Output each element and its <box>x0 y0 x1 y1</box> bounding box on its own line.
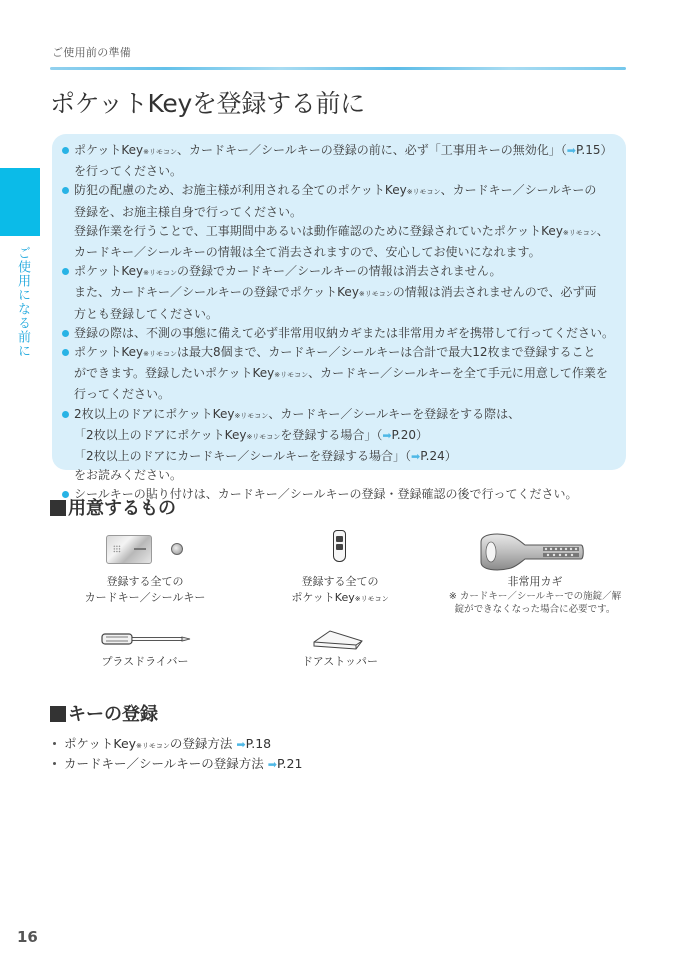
bullet-dot-icon <box>53 762 56 765</box>
precaution-text: 方とも登録してください。 <box>74 306 219 321</box>
precaution-text: 登録作業を行うことで、工事期間中あるいは動作確認のために登録されていたポケットKey <box>74 223 563 238</box>
header-divider <box>50 67 626 70</box>
bullet-dot-icon <box>62 349 69 356</box>
arrow-right-icon: ➡ <box>236 738 246 751</box>
precaution-text: 、カードキー／シールキーの登録の前に、必ず「工事用キーの無効化」（ <box>177 143 567 157</box>
remote-unlock-button <box>336 544 343 550</box>
precaution-line <box>74 447 614 466</box>
precaution-line <box>74 222 614 243</box>
precaution-item <box>62 324 614 343</box>
precaution-text: カードキー／シールキーの情報は全て消去されますので、安心してお使いになれます。 <box>74 245 541 260</box>
precautions-box <box>52 134 626 502</box>
prepare-item-pocket-key: 登録する全ての ポケットKey※リモコン <box>291 575 389 604</box>
card-logo <box>134 548 146 550</box>
precaution-text: 防犯の配慮のため、お施主様が利用される全てのポケットKey <box>74 183 407 198</box>
registration-heading: キーの登録 <box>50 700 158 726</box>
seal-key-icon <box>171 543 183 555</box>
precaution-line <box>74 243 614 262</box>
prepare-heading: 用意するもの <box>50 494 176 520</box>
page-number: 16 <box>17 928 38 946</box>
precaution-line <box>74 405 614 426</box>
precaution-text: 、カードキー／シールキーの <box>440 183 597 198</box>
page-ref[interactable]: P.20） <box>391 427 428 442</box>
bullet-dot-icon <box>62 268 69 275</box>
precaution-text: ポケットKey <box>74 264 144 279</box>
precaution-item <box>62 181 614 262</box>
bullet-dot-icon <box>53 742 56 745</box>
page-ref[interactable]: P.15） <box>576 143 613 157</box>
bullet-dot-icon <box>62 147 69 154</box>
precaution-text: をお読みください。 <box>74 468 183 483</box>
precaution-line <box>74 324 614 343</box>
remote-note: ※リモコン <box>234 411 269 420</box>
prepare-item-door-stopper: ドアストッパー <box>302 655 378 668</box>
precaution-line <box>74 466 614 485</box>
remote-note: ※リモコン <box>143 350 178 359</box>
precaution-line <box>74 305 614 324</box>
square-bullet-icon <box>50 500 66 516</box>
precaution-text: ができます。登録したいポケットKey <box>74 366 275 381</box>
page-ref[interactable]: P.18 <box>245 736 272 751</box>
page-ref[interactable]: P.21 <box>276 756 303 771</box>
card-dots <box>113 545 121 553</box>
remote-note: ※リモコン <box>406 188 441 197</box>
prepare-item-card-key: 登録する全ての カードキー／シールキー <box>84 575 206 604</box>
arrow-right-icon: ➡ <box>411 450 421 464</box>
side-tab-marker <box>0 168 40 236</box>
arrow-right-icon: ➡ <box>267 758 277 771</box>
precaution-line <box>74 283 614 304</box>
precaution-text: ポケットKey <box>74 143 144 157</box>
registration-link-card-key[interactable]: カードキー／シールキーの登録方法 ➡P.21 <box>52 755 302 773</box>
remote-note: ※リモコン <box>143 148 178 156</box>
precaution-text: 2枚以上のドアにポケットKey <box>74 406 235 421</box>
precaution-text: シールキーの貼り付けは、カードキー／シールキーの登録・登録確認の後で行ってください。 <box>74 487 578 502</box>
card-key-icon <box>106 535 152 564</box>
precaution-line <box>74 343 614 364</box>
precaution-text: 、カードキー／シールキーを登録をする際は、 <box>268 406 521 421</box>
precaution-text: 行ってください。 <box>74 387 171 402</box>
remote-note: ※リモコン <box>143 269 178 278</box>
precaution-text: 、カードキー／シールキーを全て手元に用意して作業を <box>308 366 608 381</box>
precaution-text: 登録を、お施主様自身で行ってください。 <box>74 204 303 219</box>
arrow-right-icon: ➡ <box>566 144 577 157</box>
emergency-key-icon <box>477 532 585 572</box>
precaution-text: は最大8個まで、カードキー／シールキーは合計で最大12枚まで登録すること <box>177 345 596 360</box>
registration-link-pocket-key[interactable]: ポケットKey※リモコンの登録方法 ➡P.18 <box>52 735 302 755</box>
precaution-text: 、 <box>596 223 609 238</box>
arrow-right-icon: ➡ <box>382 428 392 442</box>
remote-note: ※リモコン <box>246 432 281 441</box>
page-ref[interactable]: P.24） <box>420 449 457 464</box>
precaution-text: 登録の際は、不測の事態に備えて必ず非常用収納カギまたは非常用カギを携帯して行ってください。 <box>74 325 615 340</box>
precaution-line <box>74 203 614 222</box>
precaution-text: の登録でカードキー／シールキーの情報は消去されません。 <box>177 264 502 279</box>
page-title: ポケットKeyを登録する前に <box>50 89 365 118</box>
prepare-item-emergency-key: 非常用カギ ※ カードキー／シールキーでの施錠／解 錠ができなくなった場合に必要です。 <box>448 575 622 615</box>
remote-note: ※リモコン <box>562 228 597 237</box>
precaution-text: の情報は消去されませんので、必ず両 <box>392 285 597 300</box>
remote-note: ※リモコン <box>358 290 393 299</box>
precaution-line <box>74 364 614 385</box>
precaution-text: 「2枚以上のドアにカードキー／シールキーを登録する場合」（ <box>74 449 412 464</box>
precaution-text: 「2枚以上のドアにポケットKey <box>74 427 247 442</box>
remote-note: ※リモコン <box>274 371 309 380</box>
bullet-dot-icon <box>62 330 69 337</box>
precaution-line <box>74 426 614 447</box>
remote-lock-button <box>336 536 343 542</box>
bullet-dot-icon <box>62 187 69 194</box>
screwdriver-icon <box>101 632 193 646</box>
precaution-text: を行ってください。 <box>74 164 183 179</box>
precaution-item <box>62 405 614 486</box>
pocket-key-remote-icon <box>333 530 346 562</box>
precaution-text: を登録する場合」（ <box>280 427 383 442</box>
precaution-item <box>62 262 614 324</box>
precaution-text: また、カードキー／シールキーの登録でポケットKey <box>74 285 359 300</box>
precaution-line <box>74 262 614 283</box>
precaution-line <box>74 162 614 181</box>
square-bullet-icon <box>50 706 66 722</box>
precaution-line <box>74 181 614 202</box>
door-stopper-icon <box>312 628 364 652</box>
precaution-text: ポケットKey <box>74 345 144 360</box>
registration-links <box>52 735 302 773</box>
side-tab-label: ご使用になる前に <box>15 246 30 358</box>
precaution-item <box>62 141 614 181</box>
bullet-dot-icon <box>62 411 69 418</box>
precaution-line <box>74 385 614 404</box>
precaution-line <box>74 141 614 162</box>
prepare-item-screwdriver: プラスドライバー <box>101 655 189 668</box>
precaution-item <box>62 343 614 405</box>
section-label: ご使用前の準備 <box>52 46 132 59</box>
